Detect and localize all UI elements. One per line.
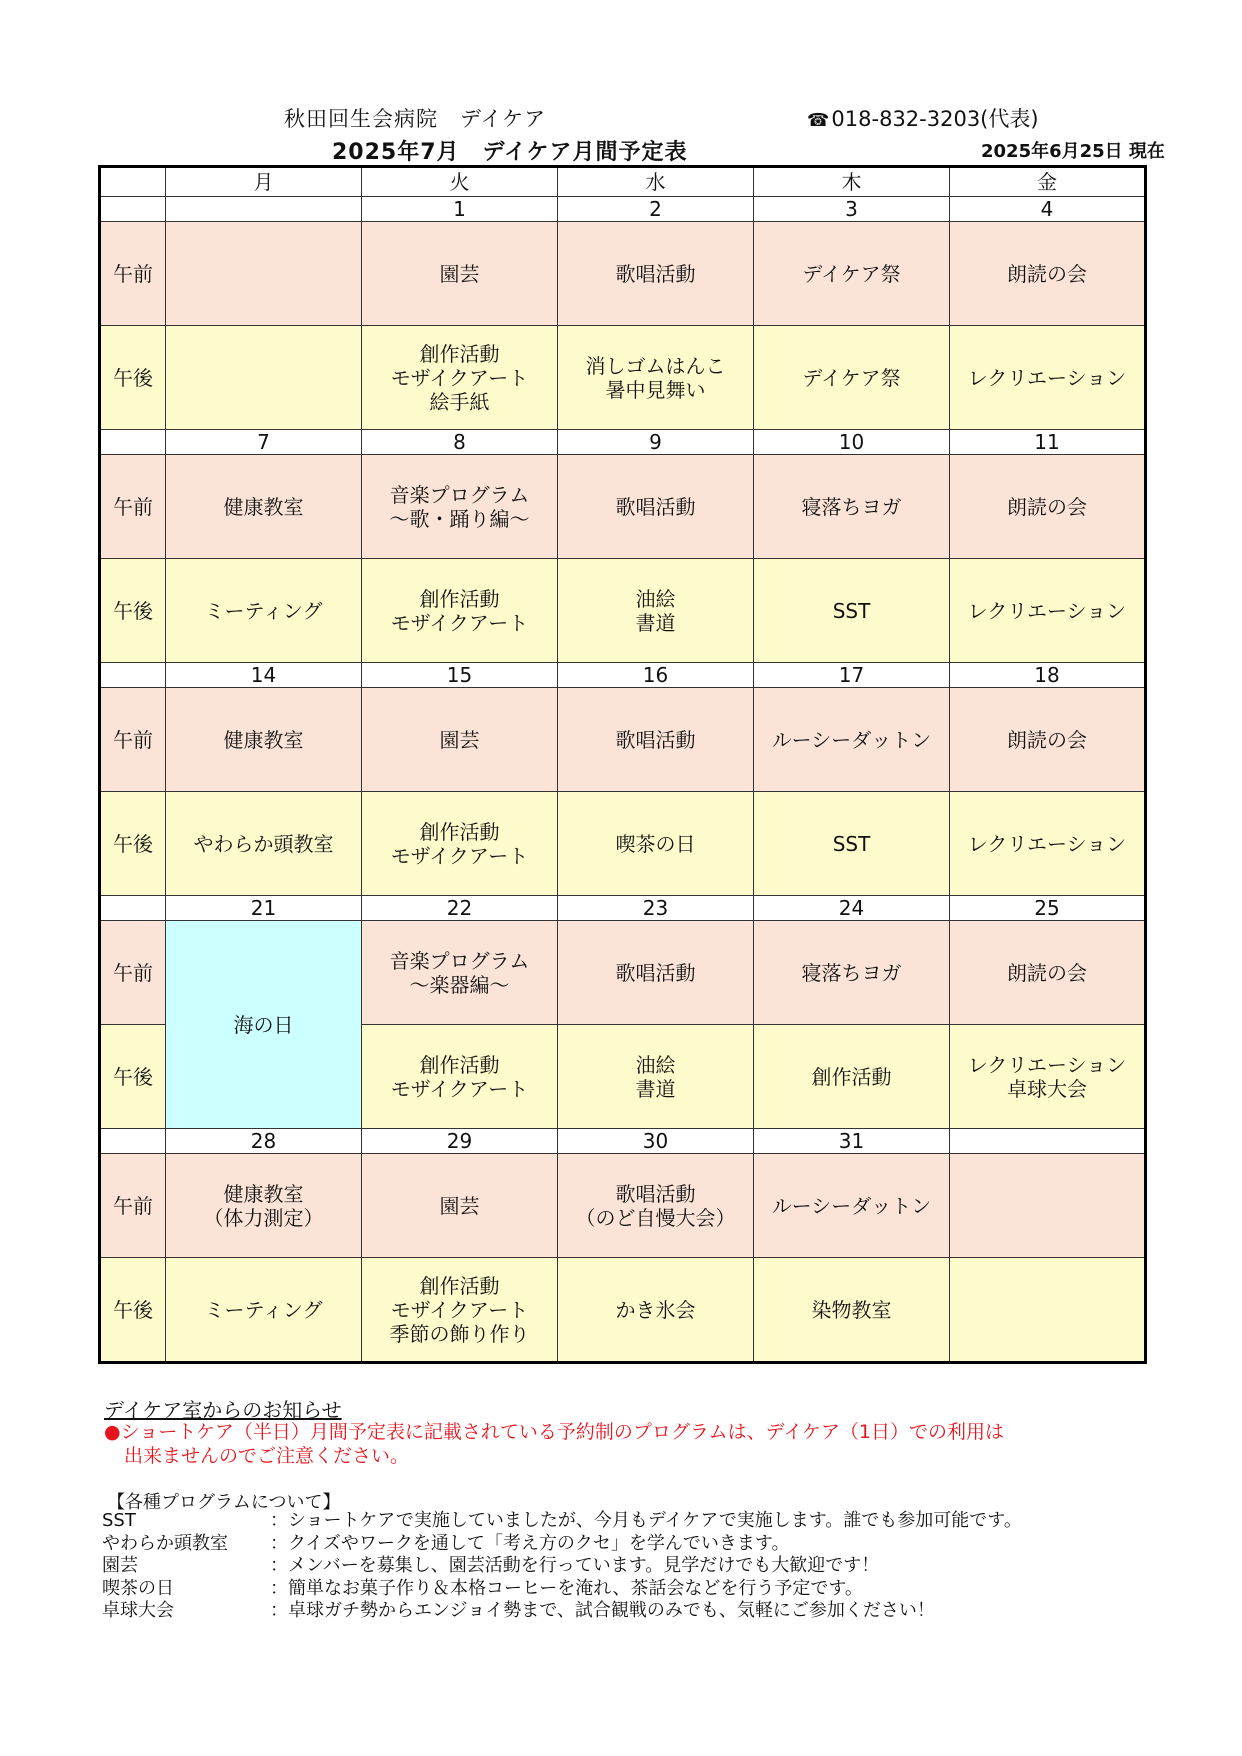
date-cell: 2 [558,197,754,222]
date-row [100,896,1146,921]
activity-cell [950,792,1146,896]
activity-text: 歌唱活動 [615,960,696,985]
activity-text: 油絵 [635,586,676,611]
date-row [100,430,1146,455]
activity-cell [558,559,754,663]
am-row [100,1154,1146,1258]
am-label: 午前 [100,688,166,792]
am-row [100,222,1146,326]
activity-cell [754,1154,950,1258]
activity-text: モザイクアート [390,365,529,390]
activity-cell [950,688,1146,792]
am-label: 午前 [100,222,166,326]
activity-cell [166,1154,362,1258]
activity-cell [950,921,1146,1025]
activity-text: モザイクアート [390,843,529,868]
date-cell: 22 [362,896,558,921]
activity-cell [166,792,362,896]
date-row-label [100,663,166,688]
activity-cell [950,1025,1146,1129]
program-row [102,1555,1022,1578]
am-row [100,688,1146,792]
activity-text: ～歌・踊り編～ [389,506,530,531]
date-cell [166,197,362,222]
notice-line-2: 出来ませんのでご注意ください。 [124,1445,410,1467]
date-row-label [100,896,166,921]
activity-cell [754,1025,950,1129]
activity-text: （のど自慢大会） [575,1205,736,1230]
activity-text: SST [832,831,871,856]
activity-cell [754,455,950,559]
activity-text: 染物教室 [811,1297,892,1322]
activity-cell [950,1258,1146,1363]
weekday-header: 火 [362,167,558,197]
activity-text: モザイクアート [390,1076,529,1101]
hospital-name: 秋田回生会病院 デイケア [284,107,547,131]
activity-text: 書道 [635,1076,676,1101]
date-cell: 14 [166,663,362,688]
activity-text: 健康教室 [223,1181,304,1206]
activity-text: レクリエーション [967,598,1127,623]
date-cell: 11 [950,430,1146,455]
activity-cell [950,455,1146,559]
date-cell: 25 [950,896,1146,921]
activity-text: 朗読の会 [1007,261,1087,286]
activity-text: 音楽プログラム [389,482,530,507]
activity-cell [950,326,1146,430]
activity-text: 園芸 [439,1193,480,1218]
pm-label: 午後 [100,1025,166,1129]
date-cell: 31 [754,1129,950,1154]
activity-text: 絵手紙 [429,389,490,414]
date-cell: 28 [166,1129,362,1154]
program-desc: ：ショートケアで実施していましたが、今月もデイケアで実施します。誰でも参加可能です。 [270,1510,1022,1531]
am-label: 午前 [100,1154,166,1258]
activity-text: 歌唱活動 [615,727,696,752]
activity-text: 歌唱活動 [615,1181,696,1206]
activity-text: 園芸 [439,261,480,286]
activity-cell [362,688,558,792]
activity-cell [558,1154,754,1258]
activity-cell [558,326,754,430]
activity-text: （体力測定） [203,1205,324,1230]
notice-text [104,1420,1104,1468]
activity-cell [362,1154,558,1258]
activity-text: 音楽プログラム [389,948,530,973]
activity-cell [362,455,558,559]
activity-text: 創作活動 [811,1064,892,1089]
activity-cell [362,792,558,896]
date-row [100,663,1146,688]
program-name: 園芸 [102,1555,138,1576]
date-cell: 10 [754,430,950,455]
activity-cell [754,1258,950,1363]
program-desc: ：卓球ガチ勢からエンジョイ勢まで、試合観戦のみでも、気軽にご参加ください！ [270,1600,935,1621]
activity-cell [166,559,362,663]
notice-bullet: ● [104,1421,121,1443]
activity-cell [754,921,950,1025]
weekday-header: 木 [754,167,950,197]
activity-text: ルーシーダットン [771,1193,932,1218]
activity-cell [362,222,558,326]
activity-text: 園芸 [439,727,480,752]
date-row-label [100,197,166,222]
am-label: 午前 [100,921,166,1025]
activity-cell [166,455,362,559]
holiday-cell: 海の日 [166,921,362,1129]
programs-list [102,1510,1022,1623]
activity-text: 創作活動 [419,819,500,844]
activity-text: ミーティング [204,598,323,623]
activity-text: ミーティング [204,1297,323,1322]
activity-cell [754,326,950,430]
activity-text: 書道 [635,610,676,635]
date-cell: 21 [166,896,362,921]
activity-text: 油絵 [635,1052,676,1077]
activity-cell [558,1025,754,1129]
am-row [100,455,1146,559]
activity-cell [166,688,362,792]
activity-cell [754,559,950,663]
activity-cell [558,921,754,1025]
date-cell: 18 [950,663,1146,688]
activity-text: 歌唱活動 [615,261,696,286]
date-cell: 16 [558,663,754,688]
program-desc: ：クイズやワークを通して「考え方のクセ」を学んでいきます。 [270,1532,790,1554]
activity-text: かき氷会 [615,1297,696,1322]
date-cell: 29 [362,1129,558,1154]
activity-cell [362,1025,558,1129]
activity-text: レクリエーション [967,365,1127,390]
date-cell: 7 [166,430,362,455]
activity-text: ルーシーダットン [771,727,932,752]
date-cell: 4 [950,197,1146,222]
program-desc: ：メンバーを募集し、園芸活動を行っています。見学だけでも大歓迎です！ [270,1555,880,1576]
date-cell: 3 [754,197,950,222]
activity-text: モザイクアート [390,610,529,635]
pm-row [100,1258,1146,1363]
activity-cell [558,222,754,326]
activity-text: 暑中見舞い [605,377,706,402]
activity-text: 喫茶の日 [615,831,696,856]
pm-label: 午後 [100,1258,166,1363]
activity-cell [950,1154,1146,1258]
activity-text: 朗読の会 [1007,727,1087,752]
date-row [100,1129,1146,1154]
activity-text: 創作活動 [419,586,500,611]
notice-line-1: ショートケア（半日）月間予定表に記載されている予約制のプログラムは、デイケア（1日）での利用は [120,1421,1005,1443]
weekday-header [100,167,166,197]
program-name: やわらか頭教室 [102,1532,228,1554]
date-cell: 1 [362,197,558,222]
activity-cell [362,921,558,1025]
date-cell: 17 [754,663,950,688]
activity-cell [362,326,558,430]
activity-cell [558,1258,754,1363]
activity-text: 歌唱活動 [615,494,696,519]
program-row [102,1510,1022,1533]
notice-heading: デイケア室からのお知らせ [104,1398,342,1422]
activity-text: 創作活動 [419,341,500,366]
as-of-date: 2025年6月25日 現在 [981,141,1165,162]
activity-text: 創作活動 [419,1273,500,1298]
activity-text: 健康教室 [223,727,304,752]
date-cell: 24 [754,896,950,921]
activity-text: 消しゴムはんこ [585,353,726,378]
pm-label: 午後 [100,792,166,896]
activity-text: レクリエーション [967,1052,1127,1077]
weekday-header: 水 [558,167,754,197]
activity-text: 創作活動 [419,1052,500,1077]
pm-label: 午後 [100,559,166,663]
activity-text: デイケア祭 [802,261,901,286]
pm-label: 午後 [100,326,166,430]
schedule-table [98,165,1147,1364]
activity-text: デイケア祭 [802,365,901,390]
date-row-label [100,1129,166,1154]
activity-cell [558,455,754,559]
activity-cell [166,326,362,430]
activity-cell [362,1258,558,1363]
activity-cell [754,688,950,792]
activity-cell [950,559,1146,663]
weekday-header-row [100,167,1146,197]
program-name: SST [102,1510,136,1531]
date-cell [950,1129,1146,1154]
activity-text: 卓球大会 [1007,1076,1087,1101]
am-row [100,921,1146,1025]
date-cell: 9 [558,430,754,455]
pm-row [100,792,1146,896]
activity-text: ～楽器編～ [409,972,510,997]
page-title: 2025年7月 デイケア月間予定表 [332,140,688,165]
programs-heading: 【各種プログラムについて】 [107,1492,341,1513]
weekday-header: 月 [166,167,362,197]
program-row [102,1600,1022,1623]
activity-cell [558,688,754,792]
activity-text: 朗読の会 [1007,494,1087,519]
activity-cell [558,792,754,896]
activity-text: 寝落ちヨガ [801,960,902,985]
weekday-header: 金 [950,167,1146,197]
date-row-label [100,430,166,455]
program-name: 卓球大会 [102,1600,174,1621]
activity-cell [166,222,362,326]
date-cell: 8 [362,430,558,455]
phone-number [807,103,1039,133]
activity-cell [754,222,950,326]
activity-cell [362,559,558,663]
activity-cell [950,222,1146,326]
program-desc: ：簡単なお菓子作り＆本格コーヒーを淹れ、茶話会などを行う予定です。 [270,1577,863,1599]
activity-text: SST [832,598,871,623]
phone-icon: ☎ [807,110,830,131]
program-row [102,1533,1022,1556]
am-label: 午前 [100,455,166,559]
activity-text: 朗読の会 [1007,960,1087,985]
activity-text: 季節の飾り作り [389,1321,530,1346]
activity-text: やわらか頭教室 [193,831,334,856]
date-cell: 15 [362,663,558,688]
pm-row [100,559,1146,663]
phone-text: 018-832-3203(代表) [831,107,1039,131]
activity-text: 健康教室 [223,494,304,519]
date-cell: 30 [558,1129,754,1154]
date-row [100,197,1146,222]
date-cell: 23 [558,896,754,921]
activity-text: モザイクアート [390,1297,529,1322]
program-name: 喫茶の日 [102,1577,174,1599]
activity-cell [754,792,950,896]
program-row [102,1578,1022,1601]
activity-text: 寝落ちヨガ [801,494,902,519]
pm-row [100,326,1146,430]
activity-cell [166,1258,362,1363]
activity-text: レクリエーション [967,831,1127,856]
